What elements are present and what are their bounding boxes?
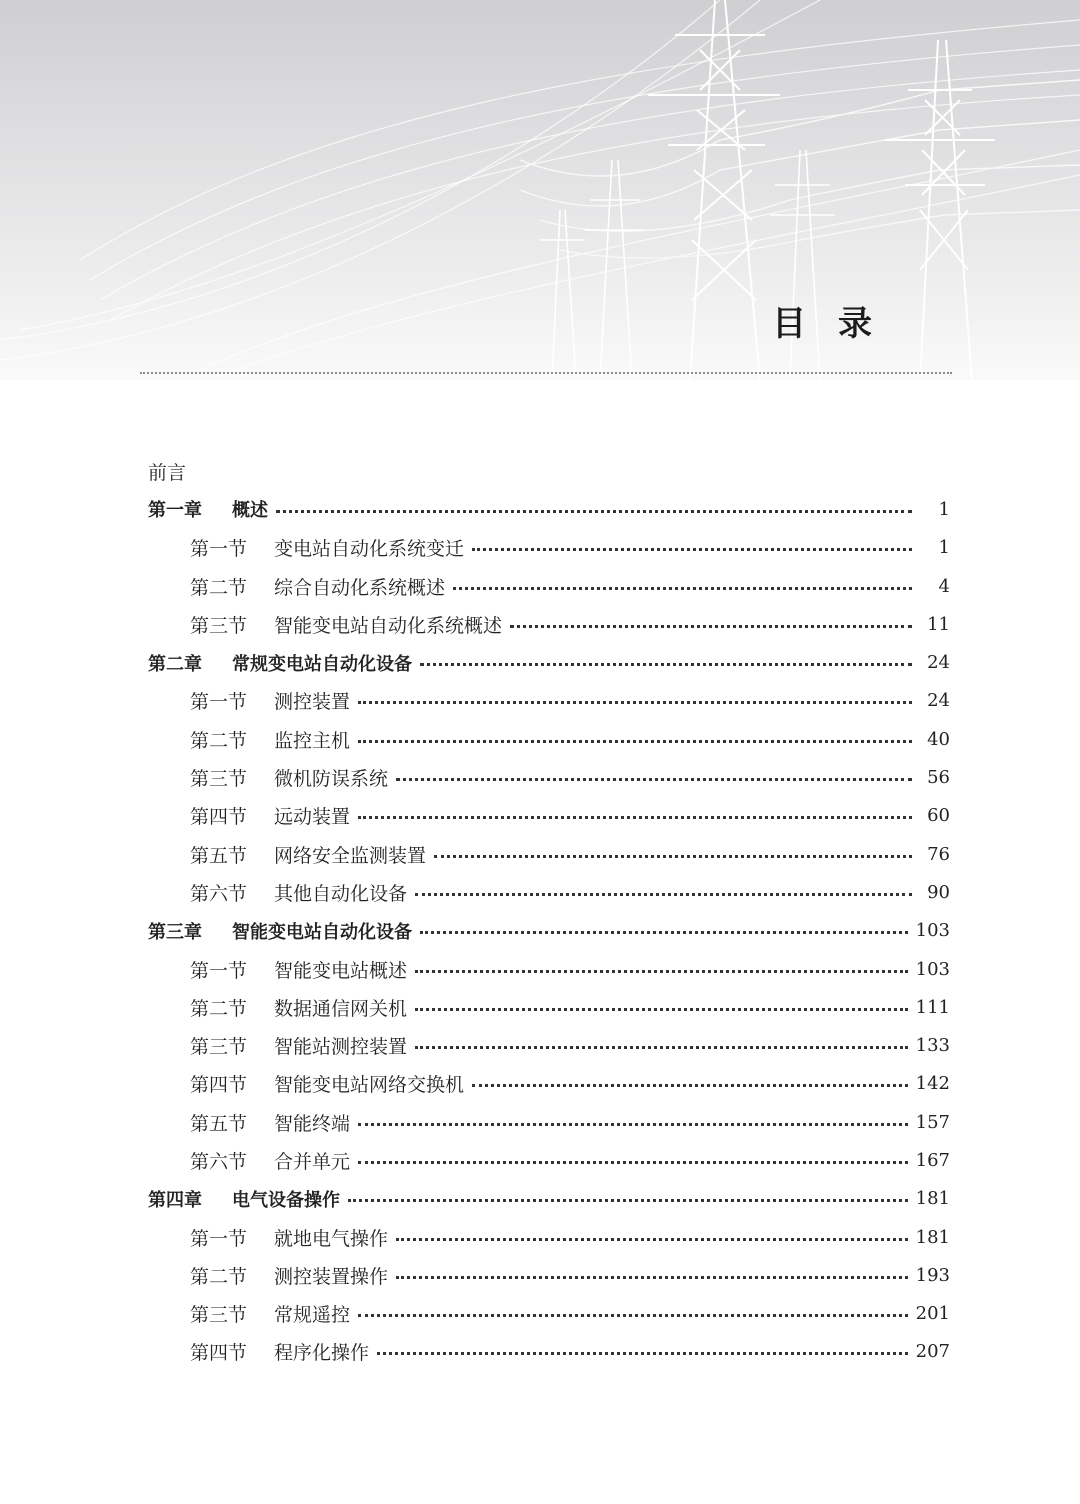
table-of-contents	[148, 452, 950, 1371]
dot-leader	[415, 1046, 908, 1049]
toc-section-row[interactable]	[148, 1026, 950, 1064]
chapter-title: 常规变电站自动化设备	[232, 653, 412, 675]
toc-chapter-row[interactable]	[148, 1180, 950, 1218]
section-title: 远动装置	[274, 806, 351, 829]
toc-chapter-row[interactable]	[148, 912, 950, 950]
chapter-title: 概述	[232, 500, 268, 522]
section-number: 第三节	[190, 614, 248, 637]
toc-section-row[interactable]	[148, 682, 950, 720]
dot-leader	[358, 740, 912, 743]
page-number: 90	[927, 881, 950, 903]
page-number: 60	[927, 805, 950, 827]
section-number: 第二节	[190, 997, 248, 1020]
toc-section-row[interactable]	[148, 1103, 950, 1141]
section-title: 常规遥控	[274, 1304, 351, 1327]
section-title: 智能变电站概述	[274, 959, 408, 982]
toc-section-row[interactable]	[148, 758, 950, 796]
toc-section-row[interactable]	[148, 1141, 950, 1179]
section-title: 综合自动化系统概述	[274, 576, 446, 599]
dot-leader	[358, 1161, 908, 1164]
dot-leader	[415, 893, 912, 896]
section-number: 第四节	[190, 1342, 248, 1365]
section-title: 变电站自动化系统变迁	[274, 538, 465, 561]
section-title: 智能终端	[274, 1112, 351, 1135]
toc-section-row[interactable]	[148, 720, 950, 758]
toc-section-row[interactable]	[148, 1295, 950, 1333]
dotted-divider	[140, 372, 952, 374]
section-number: 第一节	[190, 538, 248, 561]
toc-section-row[interactable]	[148, 1256, 950, 1294]
section-number: 第一节	[190, 691, 248, 714]
dot-leader	[396, 778, 912, 781]
section-title: 微机防误系统	[274, 768, 389, 791]
page-number: 56	[927, 767, 950, 789]
toc-preface[interactable]	[148, 452, 950, 490]
page-number: 40	[927, 728, 950, 750]
dot-leader	[358, 1123, 908, 1126]
dot-leader	[396, 1276, 908, 1279]
chapter-number: 第二章	[148, 653, 202, 675]
section-title: 测控装置操作	[274, 1265, 389, 1288]
page-number: 142	[915, 1073, 950, 1095]
section-title: 其他自动化设备	[274, 882, 408, 905]
page-number: 201	[915, 1303, 950, 1325]
page-number: 103	[915, 958, 950, 980]
section-title: 合并单元	[274, 1150, 351, 1173]
section-number: 第六节	[190, 882, 248, 905]
section-title: 智能变电站网络交换机	[274, 1074, 465, 1097]
page-number: 24	[927, 690, 950, 712]
toc-section-row[interactable]	[148, 950, 950, 988]
section-number: 第一节	[190, 959, 248, 982]
toc-section-row[interactable]	[148, 605, 950, 643]
section-number: 第二节	[190, 1265, 248, 1288]
section-number: 第六节	[190, 1150, 248, 1173]
dot-leader	[358, 1314, 908, 1317]
page-number: 133	[915, 1035, 950, 1057]
page-number: 181	[915, 1226, 950, 1248]
page-number: 157	[915, 1111, 950, 1133]
page-number: 103	[915, 920, 950, 942]
chapter-number: 第三章	[148, 921, 202, 943]
dot-leader	[358, 816, 912, 819]
section-number: 第四节	[190, 806, 248, 829]
dot-leader	[415, 1008, 908, 1011]
toc-section-row[interactable]	[148, 1065, 950, 1103]
toc-section-row[interactable]	[148, 988, 950, 1026]
section-title: 程序化操作	[274, 1342, 370, 1365]
dot-leader	[358, 701, 912, 704]
chapter-title: 智能变电站自动化设备	[232, 921, 412, 943]
toc-chapter-row[interactable]	[148, 643, 950, 681]
dot-leader	[453, 587, 912, 590]
section-number: 第三节	[190, 768, 248, 791]
section-title: 就地电气操作	[274, 1227, 389, 1250]
page-number: 193	[915, 1264, 950, 1286]
section-number: 第四节	[190, 1074, 248, 1097]
page-number: 207	[915, 1341, 950, 1363]
page-number: 1	[938, 537, 950, 559]
chapter-title: 电气设备操作	[232, 1189, 340, 1211]
chapter-number: 第一章	[148, 500, 202, 522]
dot-leader	[472, 1084, 908, 1087]
section-title: 智能站测控装置	[274, 1036, 408, 1059]
dot-leader	[396, 1238, 908, 1241]
preface-label: 前言	[148, 461, 187, 484]
dot-leader	[420, 663, 912, 666]
toc-chapter-row[interactable]	[148, 490, 950, 528]
page-number: 24	[927, 652, 950, 674]
page-number: 181	[915, 1188, 950, 1210]
page-number: 1	[938, 498, 950, 520]
dot-leader	[420, 931, 908, 934]
section-number: 第三节	[190, 1036, 248, 1059]
section-number: 第二节	[190, 729, 248, 752]
toc-section-row[interactable]	[148, 567, 950, 605]
dot-leader	[348, 1199, 908, 1202]
section-number: 第一节	[190, 1227, 248, 1250]
dot-leader	[472, 548, 912, 551]
toc-section-row[interactable]	[148, 797, 950, 835]
dot-leader	[276, 510, 912, 513]
dot-leader	[510, 625, 912, 628]
chapter-number: 第四章	[148, 1189, 202, 1211]
section-number: 第二节	[190, 576, 248, 599]
power-tower-illustration	[0, 0, 1080, 380]
toc-section-row[interactable]	[148, 1218, 950, 1256]
section-number: 第三节	[190, 1304, 248, 1327]
section-number: 第五节	[190, 1112, 248, 1135]
dot-leader	[434, 855, 912, 858]
section-title: 监控主机	[274, 729, 351, 752]
page-number: 4	[938, 575, 950, 597]
section-title: 网络安全监测装置	[274, 844, 427, 867]
page-title: 目 录	[772, 304, 882, 344]
toc-section-row[interactable]	[148, 835, 950, 873]
toc-section-row[interactable]	[148, 873, 950, 911]
page-number: 11	[927, 613, 950, 635]
page-number: 111	[915, 996, 950, 1018]
toc-section-row[interactable]	[148, 529, 950, 567]
section-title: 智能变电站自动化系统概述	[274, 614, 503, 637]
toc-section-row[interactable]	[148, 1333, 950, 1371]
dot-leader	[415, 970, 908, 973]
section-number: 第五节	[190, 844, 248, 867]
page-number: 167	[915, 1149, 950, 1171]
section-title: 数据通信网关机	[274, 997, 408, 1020]
header-banner	[0, 0, 1080, 380]
section-title: 测控装置	[274, 691, 351, 714]
dot-leader	[377, 1352, 908, 1355]
page-number: 76	[927, 843, 950, 865]
